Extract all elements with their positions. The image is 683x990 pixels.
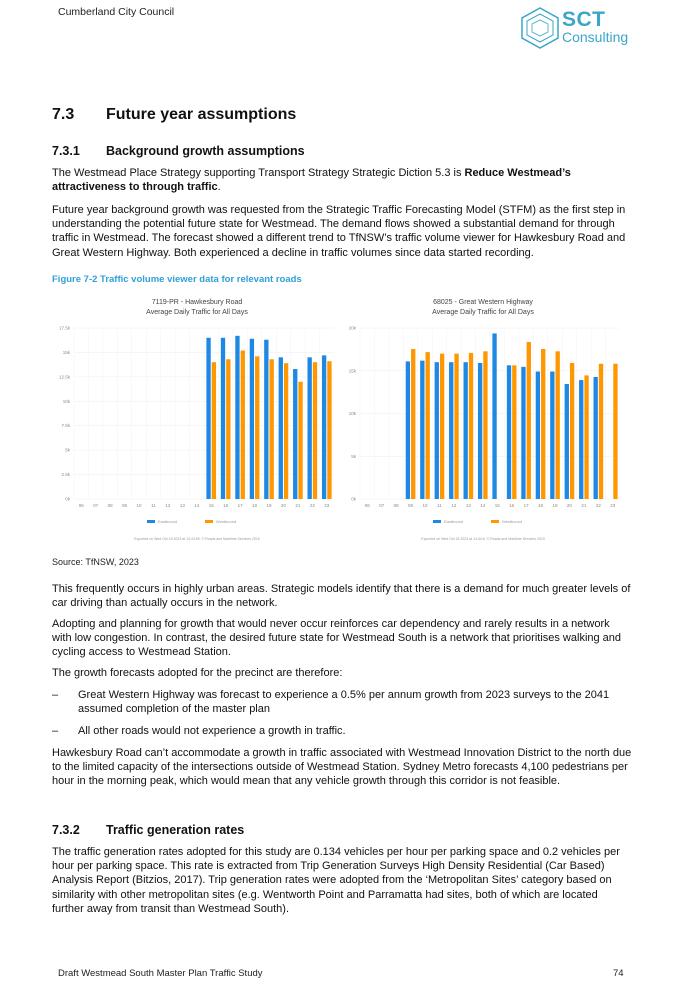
bar-westbound [212, 362, 216, 499]
y-tick-label: 0k [65, 496, 70, 502]
legend-swatch [205, 520, 213, 523]
x-tick-label: 07 [93, 503, 99, 508]
bar-eastbound [420, 361, 424, 499]
legend-label: Eastbound [444, 519, 464, 524]
logo-sub-text: Consulting [562, 29, 629, 45]
bar-westbound [313, 362, 317, 499]
x-tick-label: 16 [223, 503, 229, 508]
bar-westbound [541, 349, 545, 499]
bar-westbound [584, 375, 588, 499]
bar-westbound [556, 351, 560, 499]
bar-westbound [613, 364, 617, 499]
x-tick-label: 21 [295, 503, 301, 508]
x-tick-label: 13 [179, 503, 185, 508]
x-tick-label: 13 [465, 503, 471, 508]
bar-westbound [241, 350, 245, 499]
paragraph-7: The traffic generation rates adopted for this study are 0.134 vehicles per hour per parking space and 0.2 vehicles per hour per parking space. This rate is extracted from Trip Generation Surveys High Density Residential (Car Based) Analysis Report (Bitzios, 2017). Trip generation rates were adopted from the ‘Metropolitan Sites’ category based on similarity with other metropolitan sites (e.g. Wentworth Point and Parramatta had sites, both of which are located further away from transit than Westmead South). [52, 846, 620, 915]
paragraph-5: The growth forecasts adopted for the precinct are therefore: [52, 667, 343, 679]
y-tick-label: 7.5k [61, 423, 70, 429]
y-tick-label: 20k [348, 325, 356, 331]
subsection-heading-2: 7.3.2 Traffic generation rates [52, 823, 245, 837]
bar-westbound [226, 359, 230, 499]
section-heading: 7.3 Future year assumptions [52, 106, 297, 123]
bar-eastbound [406, 361, 410, 499]
x-tick-label: 09 [408, 503, 414, 508]
x-tick-label: 12 [451, 503, 457, 508]
y-tick-label: 10k [348, 411, 356, 416]
bullet-dash: – [52, 725, 59, 737]
chart-subtitle: Average Daily Traffic for All Days [432, 309, 534, 316]
chart-subtitle: Average Daily Traffic for All Days [146, 309, 248, 316]
paragraph-3: This frequently occurs in highly urban areas. Strategic models identify that there is a demand for much greater levels of car driving than actually occurs in the network. [52, 583, 631, 610]
bar-westbound [483, 351, 487, 499]
y-tick-label: 5k [351, 453, 356, 459]
bar-westbound [599, 364, 603, 499]
x-tick-label: 10 [422, 503, 428, 508]
bar-westbound [284, 363, 288, 499]
sct-logo [518, 6, 638, 50]
y-tick-label: 12.5k [58, 374, 70, 380]
y-tick-label: 10k [62, 398, 70, 404]
x-tick-label: 22 [309, 503, 315, 508]
legend-swatch [433, 520, 441, 523]
y-tick-label: 5k [65, 447, 70, 453]
x-tick-label: 06 [78, 503, 84, 508]
x-tick-label: 11 [151, 503, 156, 508]
bar-eastbound [221, 338, 225, 499]
bar-eastbound [464, 362, 468, 499]
bar-eastbound [492, 333, 496, 499]
x-tick-label: 08 [107, 503, 113, 508]
footer-title: Draft Westmead South Master Plan Traffic Study [58, 968, 263, 979]
bar-westbound [255, 356, 259, 499]
x-tick-label: 07 [379, 503, 385, 508]
x-tick-label: 18 [538, 503, 544, 508]
x-tick-label: 19 [266, 503, 272, 508]
page-number: 74 [613, 968, 624, 979]
x-tick-label: 14 [480, 503, 486, 508]
bar-westbound [454, 354, 458, 499]
bar-eastbound [507, 365, 511, 499]
bar-eastbound [250, 339, 254, 499]
bar-eastbound [579, 380, 583, 499]
bar-eastbound [449, 362, 453, 499]
x-tick-label: 22 [595, 503, 601, 508]
x-tick-label: 23 [324, 503, 330, 508]
x-tick-label: 10 [136, 503, 142, 508]
bar-eastbound [521, 367, 525, 499]
legend-swatch [491, 520, 499, 523]
y-tick-label: 0k [351, 496, 356, 502]
figure-source: Source: TfNSW, 2023 [52, 557, 139, 567]
bar-eastbound [594, 377, 598, 499]
x-tick-label: 09 [122, 503, 128, 508]
bar-westbound [440, 354, 444, 499]
x-tick-label: 19 [552, 503, 558, 508]
x-tick-label: 20 [566, 503, 572, 508]
x-tick-label: 06 [364, 503, 370, 508]
bar-eastbound [322, 355, 326, 499]
x-tick-label: 15 [494, 503, 500, 508]
legend-swatch [147, 520, 155, 523]
bar-westbound [411, 349, 415, 499]
x-tick-label: 21 [581, 503, 587, 508]
bar-westbound [426, 352, 430, 499]
header-organization: Cumberland City Council [58, 6, 175, 18]
bar-westbound [570, 363, 574, 499]
x-tick-label: 23 [610, 503, 616, 508]
bar-eastbound [550, 372, 554, 499]
bar-westbound [469, 353, 473, 499]
x-tick-label: 12 [165, 503, 171, 508]
legend-label: Westbound [502, 519, 523, 524]
legend-label: Westbound [216, 519, 237, 524]
bar-eastbound [536, 372, 540, 499]
bar-eastbound [206, 338, 210, 499]
x-tick-label: 17 [523, 503, 529, 508]
x-tick-label: 11 [437, 503, 442, 508]
bar-eastbound [478, 363, 482, 499]
bullet-dash: – [52, 689, 59, 701]
bar-westbound [527, 342, 531, 499]
bar-eastbound [264, 340, 268, 499]
figure-caption: Figure 7-2 Traffic volume viewer data for relevant roads [52, 274, 302, 285]
x-tick-label: 20 [280, 503, 286, 508]
legend-label: Eastbound [158, 519, 178, 524]
bar-westbound [512, 365, 516, 499]
chart-hawkesbury [52, 292, 342, 553]
y-tick-label: 15k [348, 368, 356, 374]
bar-eastbound [235, 336, 239, 499]
bar-eastbound [435, 362, 439, 499]
bar-eastbound [293, 369, 297, 499]
logo-main-text: SCT [562, 8, 606, 31]
x-tick-label: 15 [208, 503, 214, 508]
chart-export-note: Exported on Wed Oct 18 2023 at 14:44:6. © Roads and Maritime Services 2015 [421, 537, 545, 541]
bar-eastbound [279, 357, 283, 499]
paragraph-4: Adopting and planning for growth that would never occur reinforces car dependency and rarely results in a network with low congestion. In contrast, the desired future state for Westmead South is a network that prioritises walking and cycling access to Westmead Station. [52, 618, 622, 659]
x-tick-label: 08 [393, 503, 399, 508]
bar-eastbound [308, 357, 312, 499]
paragraph-1: The Westmead Place Strategy supporting Transport Strategy Strategic Diction 5.3 is Reduce Westmead’s attractiveness to through traffic. [52, 167, 571, 194]
x-tick-label: 18 [252, 503, 258, 508]
y-tick-label: 2.5k [61, 472, 70, 478]
x-tick-label: 17 [237, 503, 243, 508]
chart-export-note: Exported on Wed Oct 18 2023 at 14:43:59. © Roads and Maritime Services 2015 [134, 537, 260, 541]
x-tick-label: 14 [194, 503, 200, 508]
x-tick-label: 16 [509, 503, 515, 508]
bar-westbound [327, 361, 331, 499]
paragraph-6: Hawkesbury Road can’t accommodate a growth in traffic associated with Westmead Innovation District to the north due to the limited capacity of the intersections outside of Westmead Station. Sydney Metro forecasts 4,100 pedestrians per hour in the morning peak, which would mean that any vehicle growth through this corridor is not feasible. [52, 747, 632, 788]
y-tick-label: 17.5k [58, 325, 70, 331]
bar-eastbound [565, 384, 569, 499]
chart-great-western [338, 292, 628, 553]
subsection-heading-1: 7.3.1 Background growth assumptions [52, 144, 305, 158]
chart-title: 7119-PR - Hawkesbury Road [151, 299, 243, 306]
y-tick-label: 15k [62, 349, 70, 355]
bar-westbound [298, 382, 302, 499]
bar-westbound [270, 359, 274, 499]
chart-title: 68025 - Great Western Highway [433, 299, 533, 306]
paragraph-2: Future year background growth was requested from the Strategic Traffic Forecasting Model (STFM) as the first step in understanding the potential future state for Westmead. The demand flows showed a substantial demand for through traffic in Westmead. The forecast showed a different trend to TfNSW’s traffic volume viewer for Hawkesbury Road and Great Western Highway. Both experienced a decline in traffic volumes since data started recording. [52, 204, 626, 259]
logo-mark-icon [518, 6, 562, 50]
